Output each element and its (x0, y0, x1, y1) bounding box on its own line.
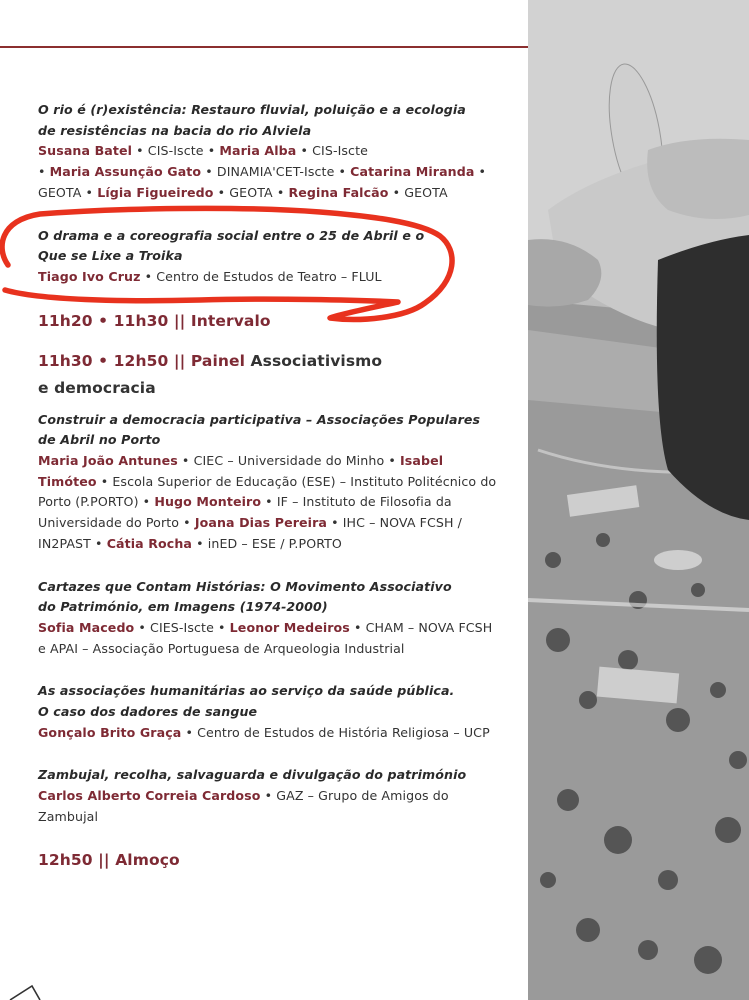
author-name: Maria João Antunes (38, 453, 178, 469)
author-name: Lígia Figueiredo (97, 184, 214, 200)
session-block (38, 100, 498, 204)
panel-label-1: Associativismo (250, 351, 383, 370)
session-title: Cartazes que Contam Histórias: O Movimento Associativo (38, 578, 452, 594)
session-title: de Abril no Porto (38, 432, 161, 448)
session-block (38, 765, 498, 827)
session-title: O drama e a coreografia social entre o 25 de Abril e o (38, 227, 425, 243)
author-name: Catarina Miranda (350, 164, 475, 180)
author-affiliation: • GEOTA • (213, 184, 289, 200)
author-name: Carlos Alberto Correia Cardoso (38, 788, 261, 804)
program-content (38, 100, 498, 870)
author-name: Leonor Medeiros (229, 619, 350, 635)
author-name: Susana Batel (38, 143, 133, 159)
panel-time: 11h30 • 12h50 || Painel (38, 351, 246, 370)
author-affiliation: • Escola Superior de Educação (ESE) – Instituto Politécnico do Porto (P.PORTO) • (38, 473, 497, 510)
session-list-top (38, 100, 498, 288)
session-title: Que se Lixe a Troika (38, 248, 183, 264)
lunch-line: 12h50 || Almoço (38, 850, 180, 869)
author-affiliation: • inED – ESE / P.PORTO (192, 535, 342, 551)
page-corner-arrow-icon (0, 980, 70, 1000)
session-title: de resistências na bacia do rio Alviela (38, 122, 312, 138)
session-block (38, 410, 498, 555)
author-affiliation: • CIS-Iscte • (132, 143, 220, 159)
panel-heading (38, 348, 498, 402)
session-authors (38, 723, 498, 744)
author-name: Isabel Timóteo (38, 453, 444, 489)
session-title: O caso dos dadores de sangue (38, 704, 258, 720)
author-name: Cátia Rocha (106, 535, 193, 551)
session-authors (38, 141, 498, 203)
author-affiliation: • Centro de Estudos de História Religiosa – UCP (181, 724, 490, 740)
session-title: O rio é (r)existência: Restauro fluvial, poluição e a ecologia (38, 102, 466, 117)
author-affiliation: • CIEC – Universidade do Minho • (177, 453, 400, 469)
session-title: do Património, em Imagens (1974-2000) (38, 599, 328, 615)
session-authors (38, 267, 498, 288)
author-affiliation: • DINAMIA'CET-Iscte • (201, 164, 351, 180)
header-rule (0, 46, 528, 48)
session-authors (38, 451, 498, 555)
panel-label-2: e democracia (38, 378, 156, 397)
author-affiliation: • CIES-Iscte • (134, 619, 230, 635)
author-name: Joana Dias Pereira (194, 515, 327, 531)
break-line: 11h20 • 11h30 || Intervalo (38, 311, 271, 330)
session-list-panel (38, 410, 498, 828)
author-name: Sofia Macedo (38, 619, 135, 635)
author-name: Gonçalo Brito Graça (38, 724, 182, 740)
session-title: Zambujal, recolha, salvaguarda e divulgação do património (38, 767, 467, 783)
session-title: Construir a democracia participativa – Associações Populares (38, 411, 481, 427)
session-title: As associações humanitárias ao serviço da saúde pública. (38, 683, 455, 699)
author-affiliation: • CIS-Iscte (296, 143, 368, 159)
author-affiliation: • GEOTA (388, 184, 448, 200)
author-name: Hugo Monteiro (154, 494, 262, 510)
author-affiliation: • GAZ – Grupo de Amigos do Zambujal (38, 788, 449, 824)
session-block (38, 681, 498, 743)
photo-illustration (528, 0, 749, 1000)
background-photo (528, 0, 749, 1000)
session-authors (38, 786, 498, 827)
author-affiliation: • CHAM – NOVA FCSH e APAI – Associação Portuguesa de Arqueologia Industrial (38, 619, 493, 656)
session-block (38, 577, 498, 660)
author-affiliation: • GEOTA • (38, 164, 487, 200)
author-affiliation: • IF – Instituto de Filosofia da Universidade do Porto • (38, 494, 452, 531)
author-affiliation: • Centro de Estudos de Teatro – FLUL (140, 268, 382, 284)
author-name: Maria Assunção Gato (49, 164, 202, 180)
author-name: Regina Falcão (288, 184, 389, 200)
author-affiliation: • (38, 164, 50, 180)
session-block (38, 226, 498, 288)
author-name: Maria Alba (219, 143, 297, 159)
session-authors (38, 618, 498, 659)
author-affiliation: • IHC – NOVA FCSH / IN2PAST • (38, 515, 463, 551)
author-name: Tiago Ivo Cruz (38, 268, 141, 284)
